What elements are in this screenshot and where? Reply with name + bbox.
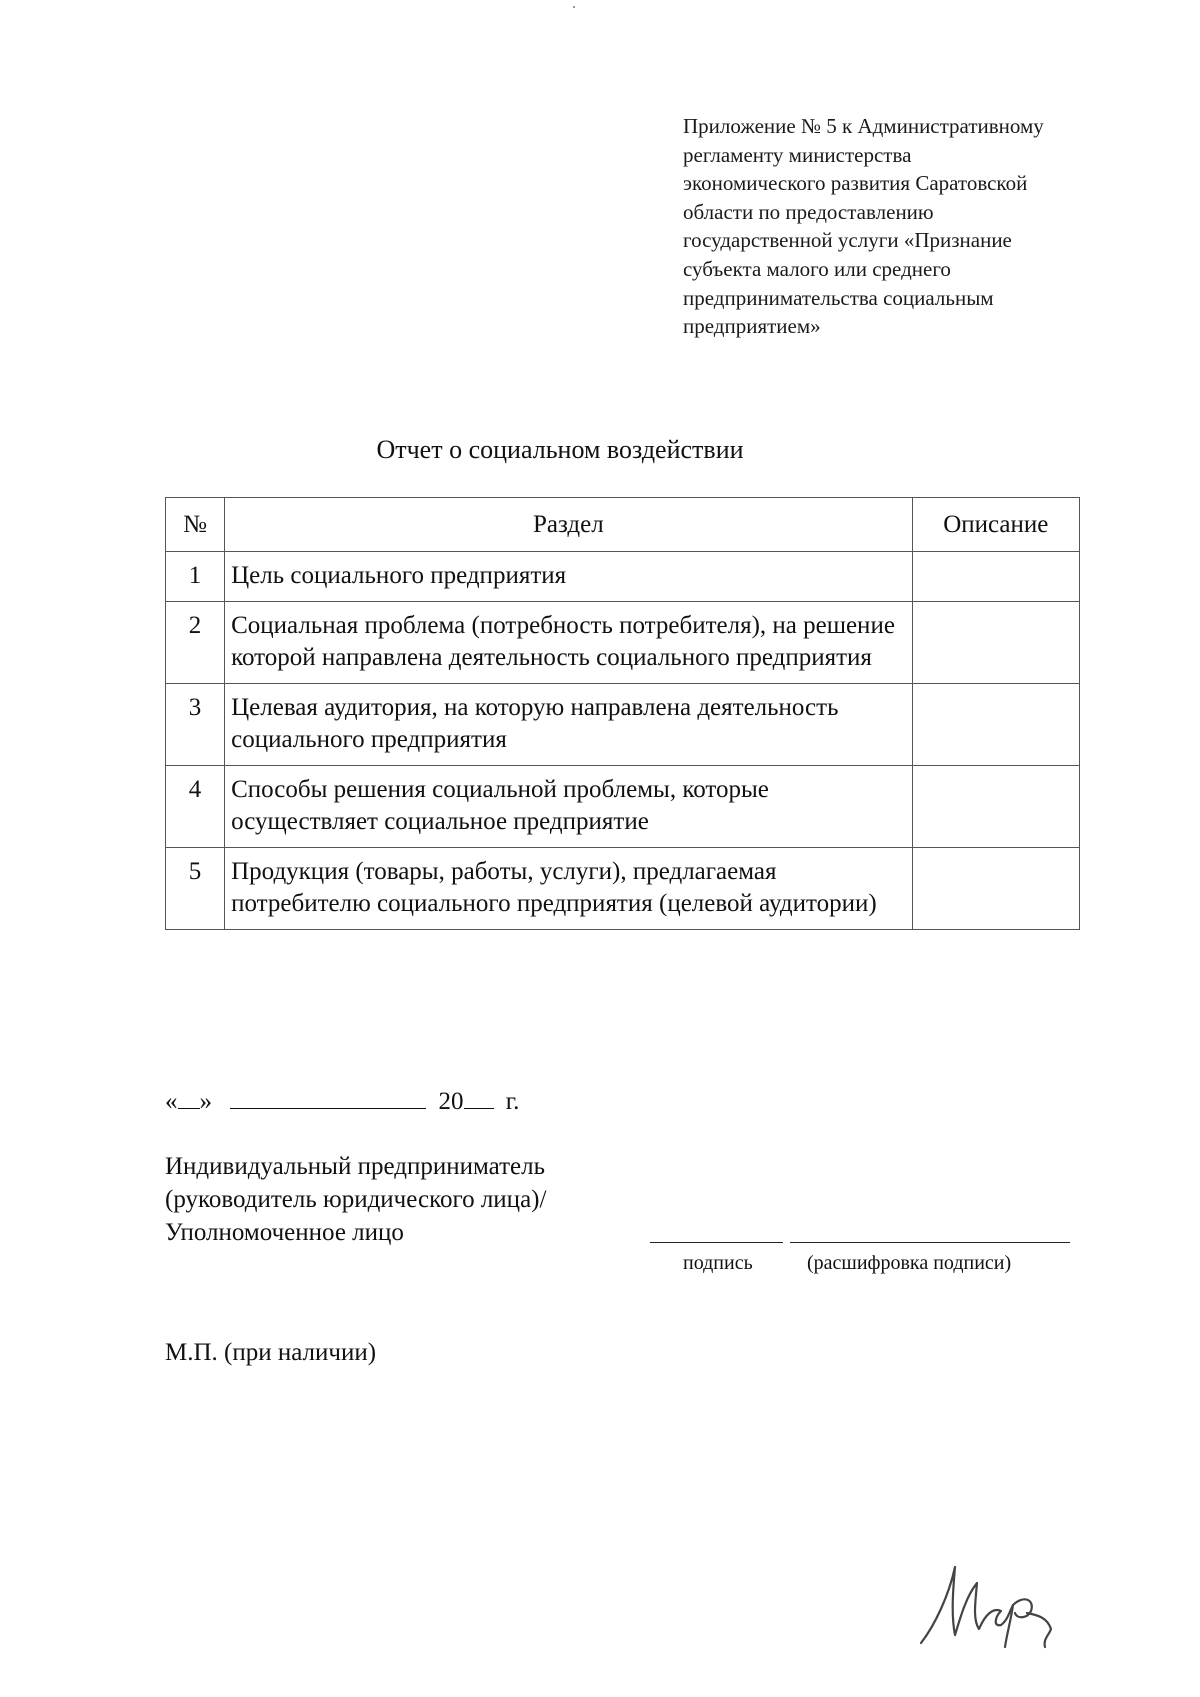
appendix-line: предпринимательства социальным bbox=[683, 285, 994, 310]
date-line bbox=[165, 1086, 519, 1118]
year-blank[interactable] bbox=[464, 1108, 494, 1109]
table-row bbox=[166, 766, 1080, 848]
table-row bbox=[166, 602, 1080, 684]
signer-line: (руководитель юридического лица)/ bbox=[165, 1186, 547, 1213]
row-number: 5 bbox=[166, 848, 225, 930]
table-header-row bbox=[166, 498, 1080, 552]
appendix-line: субъекта малого или среднего bbox=[683, 256, 951, 281]
table-row bbox=[166, 684, 1080, 766]
header-description: Описание bbox=[912, 498, 1079, 552]
signature-decoding-blank[interactable] bbox=[790, 1242, 1070, 1243]
signature-blank[interactable] bbox=[650, 1242, 783, 1243]
seal-note: М.П. (при наличии) bbox=[165, 1339, 377, 1366]
handwritten-signature bbox=[915, 1555, 1065, 1650]
signer-block bbox=[165, 1150, 546, 1249]
signer-line: Индивидуальный предприниматель bbox=[165, 1153, 545, 1180]
date-close-quote: » bbox=[199, 1088, 212, 1115]
day-blank[interactable] bbox=[178, 1108, 200, 1109]
document-title-text: Отчет о социальном воздействии bbox=[376, 435, 744, 464]
year-prefix: 20 bbox=[438, 1088, 464, 1115]
scan-speck bbox=[573, 6, 575, 8]
header-section: Раздел bbox=[225, 498, 912, 552]
date-open-quote: « bbox=[165, 1088, 178, 1115]
row-section: Социальная проблема (потребность потребителя), на решение которой направлена деятельность социального предприятия bbox=[225, 602, 912, 684]
table-row bbox=[166, 848, 1080, 930]
table-row bbox=[166, 552, 1080, 602]
row-number: 2 bbox=[166, 602, 225, 684]
signer-line: Уполномоченное лицо bbox=[165, 1219, 404, 1246]
row-section: Целевая аудитория, на которую направлена деятельность социального предприятия bbox=[225, 684, 912, 766]
appendix-line: предприятием» bbox=[683, 314, 821, 339]
row-description[interactable] bbox=[912, 684, 1079, 766]
row-number: 4 bbox=[166, 766, 225, 848]
signature-caption: подпись bbox=[683, 1252, 753, 1274]
row-section: Продукция (товары, работы, услуги), предлагаемая потребителю социального предприятия (целевой аудитории) bbox=[225, 848, 912, 930]
signature-decoding-caption: (расшифровка подписи) bbox=[807, 1252, 1012, 1274]
row-section: Цель социального предприятия bbox=[225, 552, 912, 602]
year-suffix: г. bbox=[505, 1088, 520, 1115]
appendix-note bbox=[683, 112, 1123, 341]
row-description[interactable] bbox=[912, 848, 1079, 930]
header-number: № bbox=[166, 498, 225, 552]
row-section: Способы решения социальной проблемы, которые осуществляет социальное предприятие bbox=[225, 766, 912, 848]
row-number: 3 bbox=[166, 684, 225, 766]
row-description[interactable] bbox=[912, 602, 1079, 684]
document-title bbox=[0, 434, 1200, 466]
appendix-line: государственной услуги «Признание bbox=[683, 228, 1012, 253]
month-blank[interactable] bbox=[230, 1108, 426, 1109]
appendix-line: регламенту министерства bbox=[683, 142, 912, 167]
row-description[interactable] bbox=[912, 552, 1079, 602]
appendix-line: области по предоставлению bbox=[683, 199, 934, 224]
report-table bbox=[165, 497, 1080, 930]
appendix-line: Приложение № 5 к Административному bbox=[683, 114, 1044, 138]
row-number: 1 bbox=[166, 552, 225, 602]
appendix-line: экономического развития Саратовской bbox=[683, 171, 1028, 196]
row-description[interactable] bbox=[912, 766, 1079, 848]
